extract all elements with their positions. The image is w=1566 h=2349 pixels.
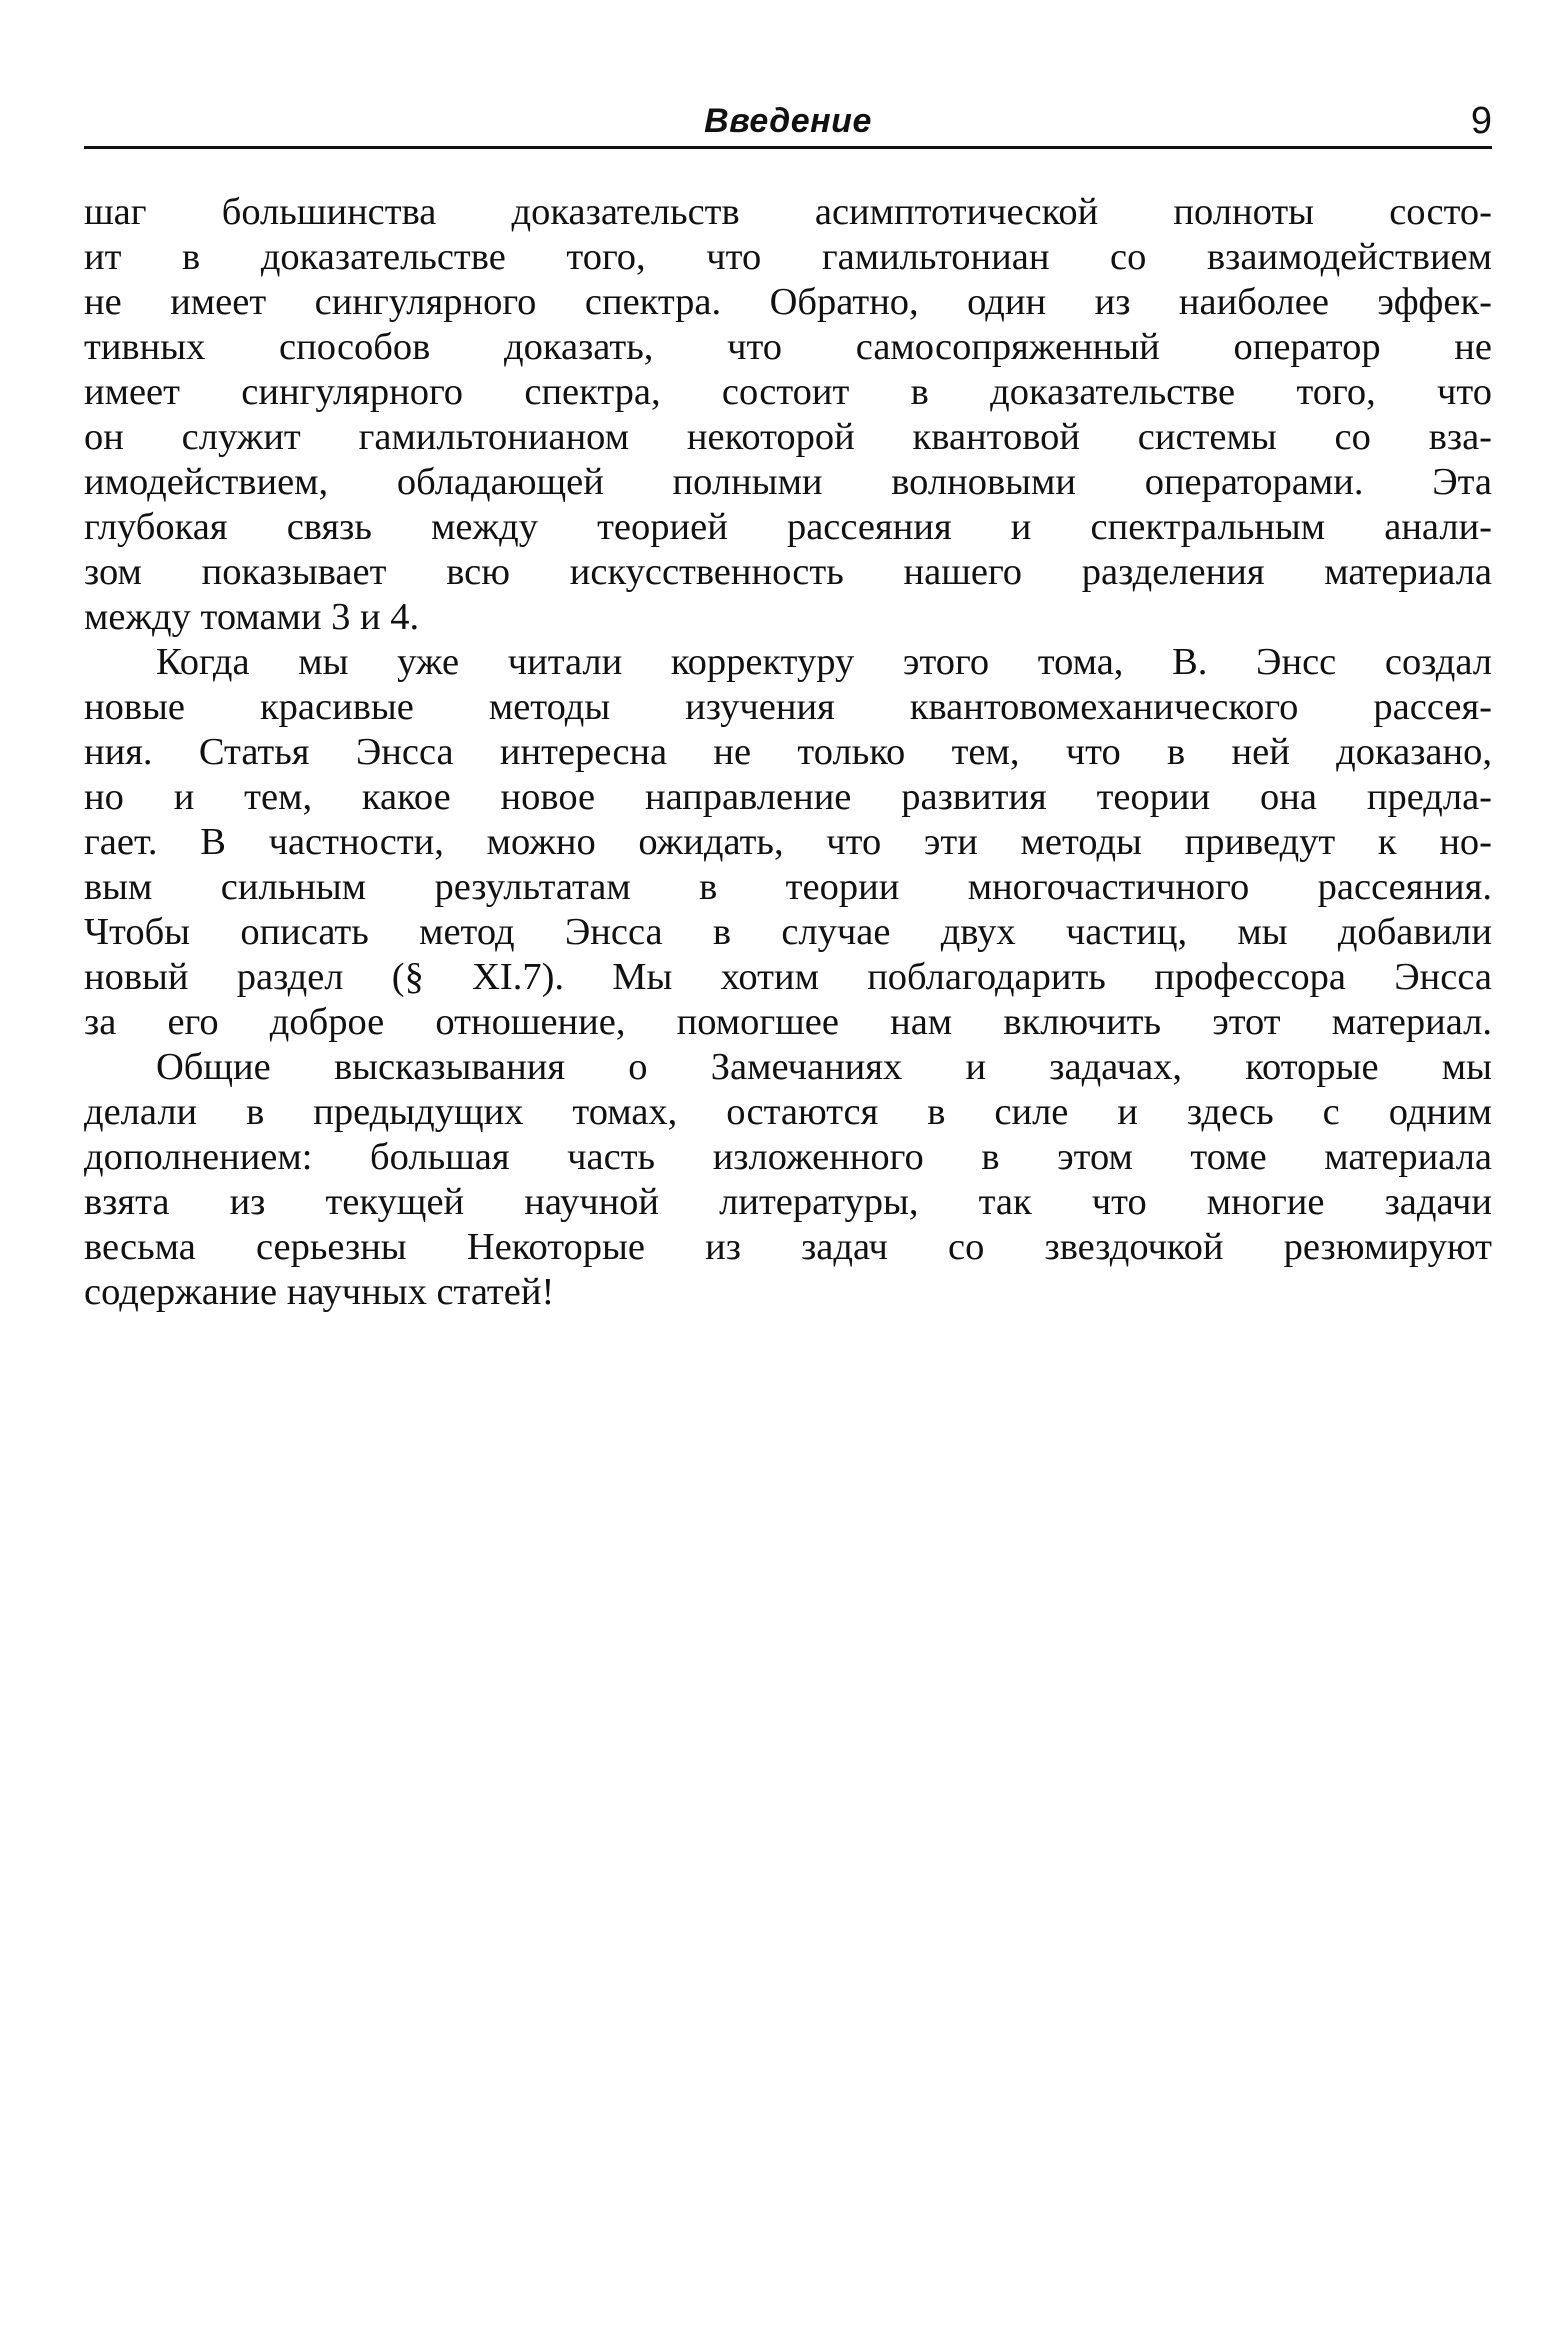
- text-line: дополнением: большая часть изложенного в этом томе материала: [84, 1136, 1492, 1178]
- text-line: тивных способов доказать, что самосопряженный оператор не: [84, 326, 1492, 368]
- text-line: взята из текущей научной литературы, так что многие задачи: [84, 1181, 1492, 1223]
- text-line: зом показывает всю искусственность нашего разделения материала: [84, 551, 1492, 593]
- text-line: ит в доказательстве того, что гамильтониан со взаимодействием: [84, 236, 1492, 278]
- text-line: весьма серьезны Некоторые из задач со звездочкой резюмируют: [84, 1226, 1492, 1268]
- text-line: делали в предыдущих томах, остаются в силе и здесь с одним: [84, 1091, 1492, 1133]
- text-line: вым сильным результатам в теории многочастичного рассеяния.: [84, 866, 1492, 908]
- page-number: 9: [1470, 100, 1492, 142]
- text-line: новый раздел (§ XI.7). Мы хотим поблагодарить профессора Энсса: [84, 956, 1492, 998]
- body-text: [84, 190, 1492, 1315]
- text-line: между томами 3 и 4.: [84, 596, 420, 638]
- text-line: он служит гамильтонианом некоторой квантовой системы со вза-: [84, 416, 1492, 458]
- text-line: шаг большинства доказательств асимптотической полноты состо-: [84, 191, 1492, 233]
- running-head: [84, 96, 1492, 148]
- paragraph-2: [84, 640, 1492, 1045]
- text-line: но и тем, какое новое направление развития теории она предла-: [84, 776, 1492, 818]
- text-line: имеет сингулярного спектра, состоит в доказательстве того, что: [84, 371, 1492, 413]
- text-line: новые красивые методы изучения квантовомеханического рассея-: [84, 686, 1492, 728]
- header-rule: [84, 146, 1492, 149]
- paragraph-1: [84, 190, 1492, 640]
- text-line: ния. Статья Энсса интересна не только тем, что в ней доказано,: [84, 731, 1492, 773]
- text-line: Когда мы уже читали корректуру этого тома, В. Энсс создал: [156, 641, 1492, 683]
- paragraph-3: [84, 1045, 1492, 1315]
- text-line: Чтобы описать метод Энсса в случае двух частиц, мы добавили: [84, 911, 1492, 953]
- text-line: глубокая связь между теорией рассеяния и спектральным анали-: [84, 506, 1492, 548]
- text-line: имодействием, обладающей полными волновыми операторами. Эта: [84, 461, 1492, 503]
- text-line: за его доброе отношение, помогшее нам включить этот материал.: [84, 1001, 1492, 1043]
- text-line: содержание научных статей!: [84, 1271, 555, 1313]
- text-line: не имеет сингулярного спектра. Обратно, один из наиболее эффек-: [84, 281, 1492, 323]
- text-line: Общие высказывания о Замечаниях и задачах, которые мы: [156, 1046, 1492, 1088]
- running-title: Введение: [704, 102, 872, 140]
- text-line: гает. В частности, можно ожидать, что эти методы приведут к но-: [84, 821, 1492, 863]
